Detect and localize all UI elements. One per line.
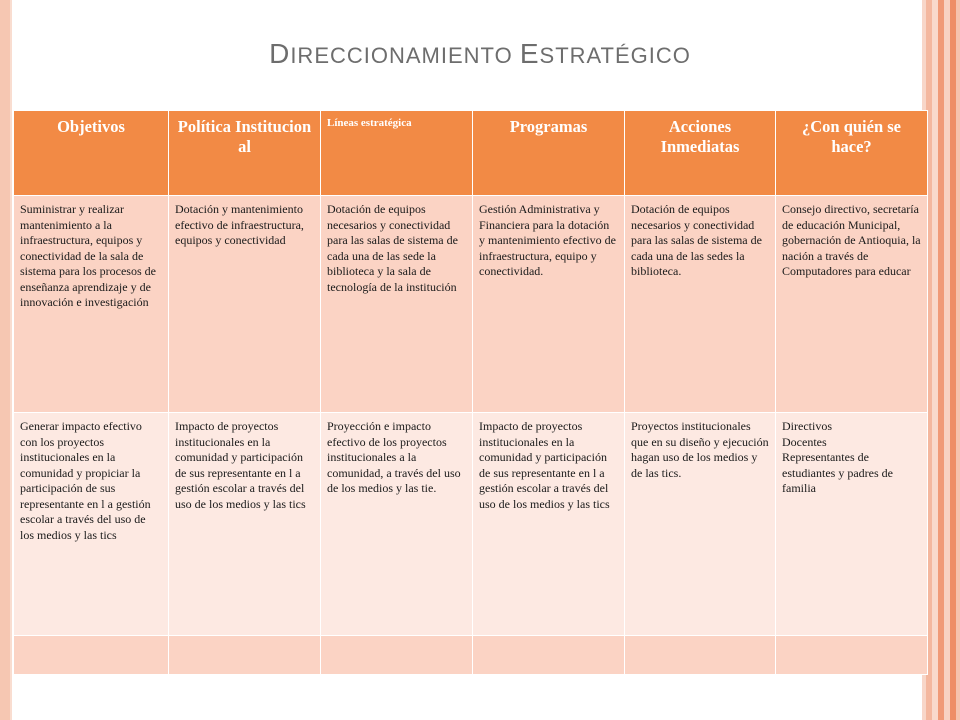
- strategy-table: [13, 110, 928, 675]
- slide-title: [0, 38, 960, 70]
- table-cell: Gestión Administrativa y Financiera para la dotación y mantenimiento efectivo de infraestructura, equipo y conectividad.: [473, 196, 625, 413]
- table-cell: Impacto de proyectos institucionales en la comunidad y participación de sus representante en l a gestión escolar a través del uso de los medios y las tics: [169, 413, 321, 636]
- title-cap-2: E: [519, 38, 540, 69]
- table-cell: Dotación de equipos necesarios y conectividad para las salas de sistema de cada una de las sedes la biblioteca.: [625, 196, 776, 413]
- right-decor-stripes: [926, 0, 960, 720]
- header-lineas: Líneas estratégica: [321, 111, 473, 196]
- title-cap-1: D: [269, 38, 291, 69]
- table-cell: Dotación y mantenimiento efectivo de infraestructura, equipos y conectividad: [169, 196, 321, 413]
- table-cell: [321, 636, 473, 675]
- table-row: [14, 196, 928, 413]
- table-row-empty: [14, 636, 928, 675]
- table-cell: [776, 636, 928, 675]
- left-decor-line: [10, 0, 12, 720]
- table-cell: Impacto de proyectos institucionales en la comunidad y participación de sus representante en l a gestión escolar a través del uso de los medios y las tics: [473, 413, 625, 636]
- table-cell: Consejo directivo, secretaría de educación Municipal, gobernación de Antioquia, la nación a través de Computadores para educar: [776, 196, 928, 413]
- title-rest-1: IRECCIONAMIENTO: [290, 43, 520, 68]
- header-politica: Política Institucion al: [169, 111, 321, 196]
- title-rest-2: STRATÉGICO: [539, 43, 691, 68]
- table-cell: Dotación de equipos necesarios y conectividad para las salas de sistema de cada una de las sede la biblioteca y la sala de tecnología de la institución: [321, 196, 473, 413]
- header-con-quien: ¿Con quién se hace?: [776, 111, 928, 196]
- table-cell: Proyectos institucionales que en su diseño y ejecución hagan uso de los medios y de las tics.: [625, 413, 776, 636]
- table-cell: Proyección e impacto efectivo de los proyectos institucionales a la comunidad, a través del uso de los medios y las tie.: [321, 413, 473, 636]
- table-cell: [625, 636, 776, 675]
- header-acciones: Acciones Inmediatas: [625, 111, 776, 196]
- header-row: [14, 111, 928, 196]
- table-cell: [473, 636, 625, 675]
- table-cell: [169, 636, 321, 675]
- header-programas: Programas: [473, 111, 625, 196]
- table-cell: Suministrar y realizar mantenimiento a la infraestructura, equipos y conectividad de la sala de sistema para los procesos de enseñanza aprendizaje y de innovación e investigación: [14, 196, 169, 413]
- table-cell: Generar impacto efectivo con los proyectos institucionales en la comunidad y propiciar la participación de sus representante en l a gestión escolar a través del uso de los medios y las tics: [14, 413, 169, 636]
- left-decor-band: [0, 0, 10, 720]
- table-cell: [14, 636, 169, 675]
- header-objetivos: Objetivos: [14, 111, 169, 196]
- table-row: [14, 413, 928, 636]
- table-cell: Directivos Docentes Representantes de estudiantes y padres de familia: [776, 413, 928, 636]
